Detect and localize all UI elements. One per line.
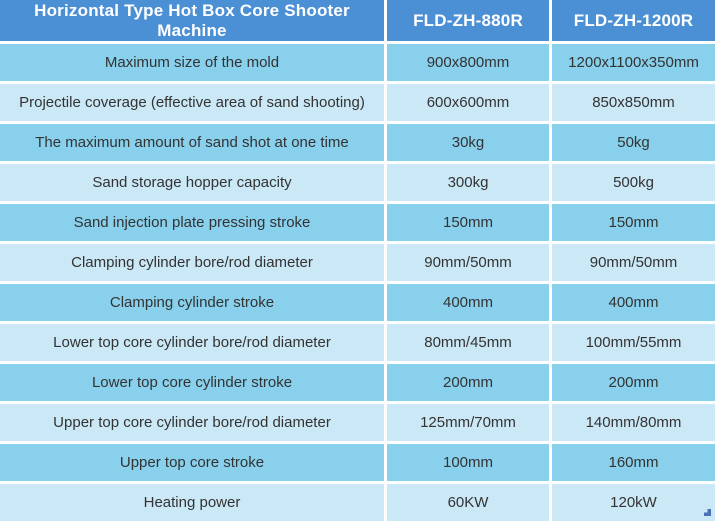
spec-value-cell-model-2: 100mm/55mm	[552, 324, 715, 361]
spec-label-cell: Sand storage hopper capacity	[0, 164, 384, 201]
table-header-title: Horizontal Type Hot Box Core Shooter Machine	[0, 0, 384, 41]
spec-value-cell-model-1: 150mm	[387, 204, 549, 241]
spec-label-cell: Lower top core cylinder bore/rod diameter	[0, 324, 384, 361]
spec-value-cell-model-1: 80mm/45mm	[387, 324, 549, 361]
spec-value-cell-model-1: 600x600mm	[387, 84, 549, 121]
spec-value-cell-model-2: 850x850mm	[552, 84, 715, 121]
spec-value-cell-model-2: 50kg	[552, 124, 715, 161]
spec-value-cell-model-1: 30kg	[387, 124, 549, 161]
spec-value-cell-model-1: 300kg	[387, 164, 549, 201]
spec-value-cell-model-1: 200mm	[387, 364, 549, 401]
spec-value-cell-model-1: 125mm/70mm	[387, 404, 549, 441]
spec-value-cell-model-2: 140mm/80mm	[552, 404, 715, 441]
spec-label-cell: Upper top core cylinder bore/rod diameter	[0, 404, 384, 441]
spec-label-cell: Maximum size of the mold	[0, 44, 384, 81]
spec-value-cell-model-2: 200mm	[552, 364, 715, 401]
spec-label-cell: Upper top core stroke	[0, 444, 384, 481]
spec-label-cell: Clamping cylinder bore/rod diameter	[0, 244, 384, 281]
spec-value-cell-model-2: 150mm	[552, 204, 715, 241]
spec-value-cell-model-2: 160mm	[552, 444, 715, 481]
table-header-model-2: FLD-ZH-1200R	[552, 0, 715, 41]
spec-value-cell-model-1: 400mm	[387, 284, 549, 321]
spec-value-cell-model-2: 500kg	[552, 164, 715, 201]
spec-label-cell: Clamping cylinder stroke	[0, 284, 384, 321]
spec-label-cell: Heating power	[0, 484, 384, 521]
spec-value-cell-model-1: 60KW	[387, 484, 549, 521]
spec-value-cell-model-1: 100mm	[387, 444, 549, 481]
table-header-model-1: FLD-ZH-880R	[387, 0, 549, 41]
spec-value-cell-model-2: 120kW	[552, 484, 715, 521]
spec-value-cell-model-1: 900x800mm	[387, 44, 549, 81]
spec-label-cell: Projectile coverage (effective area of sand shooting)	[0, 84, 384, 121]
spec-label-cell: Lower top core cylinder stroke	[0, 364, 384, 401]
spec-value-cell-model-2: 1200x1100x350mm	[552, 44, 715, 81]
spec-label-cell: The maximum amount of sand shot at one time	[0, 124, 384, 161]
spec-label-cell: Sand injection plate pressing stroke	[0, 204, 384, 241]
spec-value-cell-model-2: 90mm/50mm	[552, 244, 715, 281]
spec-value-cell-model-1: 90mm/50mm	[387, 244, 549, 281]
spec-value-cell-model-2: 400mm	[552, 284, 715, 321]
